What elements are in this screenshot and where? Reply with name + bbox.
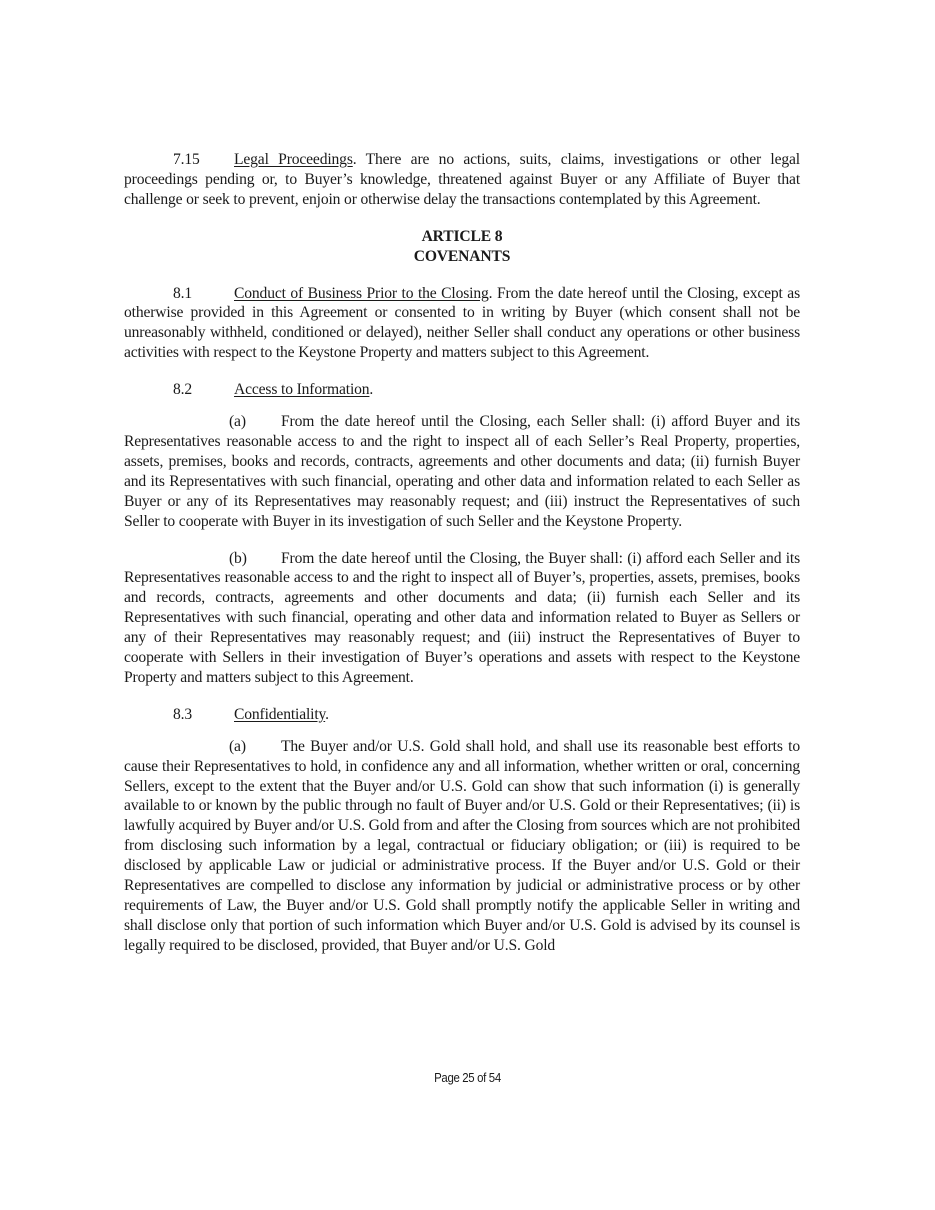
section-title-suffix: . bbox=[352, 151, 357, 168]
section-7-15 bbox=[124, 150, 800, 210]
section-title-suffix: . bbox=[369, 381, 374, 399]
section-title-suffix: . bbox=[488, 284, 493, 302]
section-title: Conduct of Business Prior to the Closing bbox=[234, 284, 489, 302]
subsection-label: (b) bbox=[229, 549, 247, 567]
section-8-1 bbox=[124, 284, 800, 364]
section-8-2-b bbox=[124, 549, 800, 688]
section-8-3-heading bbox=[124, 705, 800, 725]
section-number: 7.15 bbox=[173, 151, 200, 168]
section-title: Access to Information bbox=[234, 381, 370, 399]
section-number: 8.2 bbox=[173, 381, 193, 399]
section-title: Confidentiality bbox=[234, 705, 326, 723]
section-title-suffix: . bbox=[325, 705, 329, 723]
subsection-body: From the date hereof until the Closing, the Buyer shall: (i) afford each Seller and its Representatives reasonable access to and the right to inspect all of Buyer’s, properties, assets, premises, books and records, contracts, agreements and other documents and data; (ii) furnish each Seller and its Representatives with such financial, operating and other data and information related to Buyer as Sellers or any of their Representatives may reasonably request; and (iii) instruct the Representatives of Buyer to cooperate with Sellers in their investigation of Buyer’s operations and assets with respect to the Keystone Property and matters subject to this Agreement. bbox=[124, 549, 800, 686]
page-number-footer: Page 25 of 54 bbox=[434, 1070, 501, 1085]
article-number: ARTICLE 8 bbox=[421, 227, 503, 245]
section-title: Legal Proceedings bbox=[234, 151, 353, 168]
section-number: 8.1 bbox=[173, 284, 193, 302]
subsection-label: (a) bbox=[229, 413, 246, 431]
section-8-2-a bbox=[124, 412, 800, 531]
section-body: From the date hereof until the Closing, except as otherwise provided in this Agreement or consented to in writing by Buyer (which consent shall not be unreasonably withheld, conditioned or delayed), neither Seller shall conduct any operations or other business activities with respect to the Keystone Property and matters subject to this Agreement. bbox=[124, 284, 800, 362]
article-title: COVENANTS bbox=[413, 247, 511, 265]
subsection-label: (a) bbox=[229, 737, 246, 755]
section-body: There are no actions, suits, claims, investigations or other legal proceedings pending or, to Buyer’s knowledge, threatened against Buyer or any Affiliate of Buyer that challenge or seek to prevent, enjoin or otherwise delay the transactions contemplated by this Agreement. bbox=[124, 151, 800, 208]
document-page bbox=[124, 150, 800, 956]
section-8-3-a bbox=[124, 737, 800, 956]
subsection-body: From the date hereof until the Closing, each Seller shall: (i) afford Buyer and its Representatives reasonable access to and the right to inspect all of each Seller’s Real Property, properties, assets, premises, books and records, contracts, agreements and other documents and data; (ii) furnish Buyer and its Representatives with such financial, operating and other data and information related to each Seller as Buyer or any of its Representatives may reasonably request; and (iii) instruct the Representatives of such Seller to cooperate with Buyer in its investigation of such Seller and the Keystone Property. bbox=[124, 413, 800, 530]
article-heading bbox=[124, 227, 800, 267]
section-8-2-heading bbox=[124, 380, 800, 400]
subsection-body: The Buyer and/or U.S. Gold shall hold, and shall use its reasonable best efforts to cause their Representatives to hold, in confidence any and all information, whether written or oral, concerning Sellers, except to the extent that the Buyer and/or U.S. Gold can show that such information (i) is generally available to or known by the public through no fault of Buyer and/or U.S. Gold or their Representatives; (ii) is lawfully acquired by Buyer and/or U.S. Gold from and after the Closing from sources which are not prohibited from disclosing such information by a legal, contractual or fiduciary obligation; or (iii) is required to be disclosed by applicable Law or judicial or administrative process. If the Buyer and/or U.S. Gold or their Representatives are compelled to disclose any information by judicial or administrative process or by other requirements of Law, the Buyer and/or U.S. Gold shall promptly notify the applicable Seller in writing and shall disclose only that portion of such information which Buyer and/or U.S. Gold is advised by its counsel is legally required to be disclosed, provided, that Buyer and/or U.S. Gold bbox=[124, 737, 800, 954]
section-number: 8.3 bbox=[173, 705, 193, 723]
